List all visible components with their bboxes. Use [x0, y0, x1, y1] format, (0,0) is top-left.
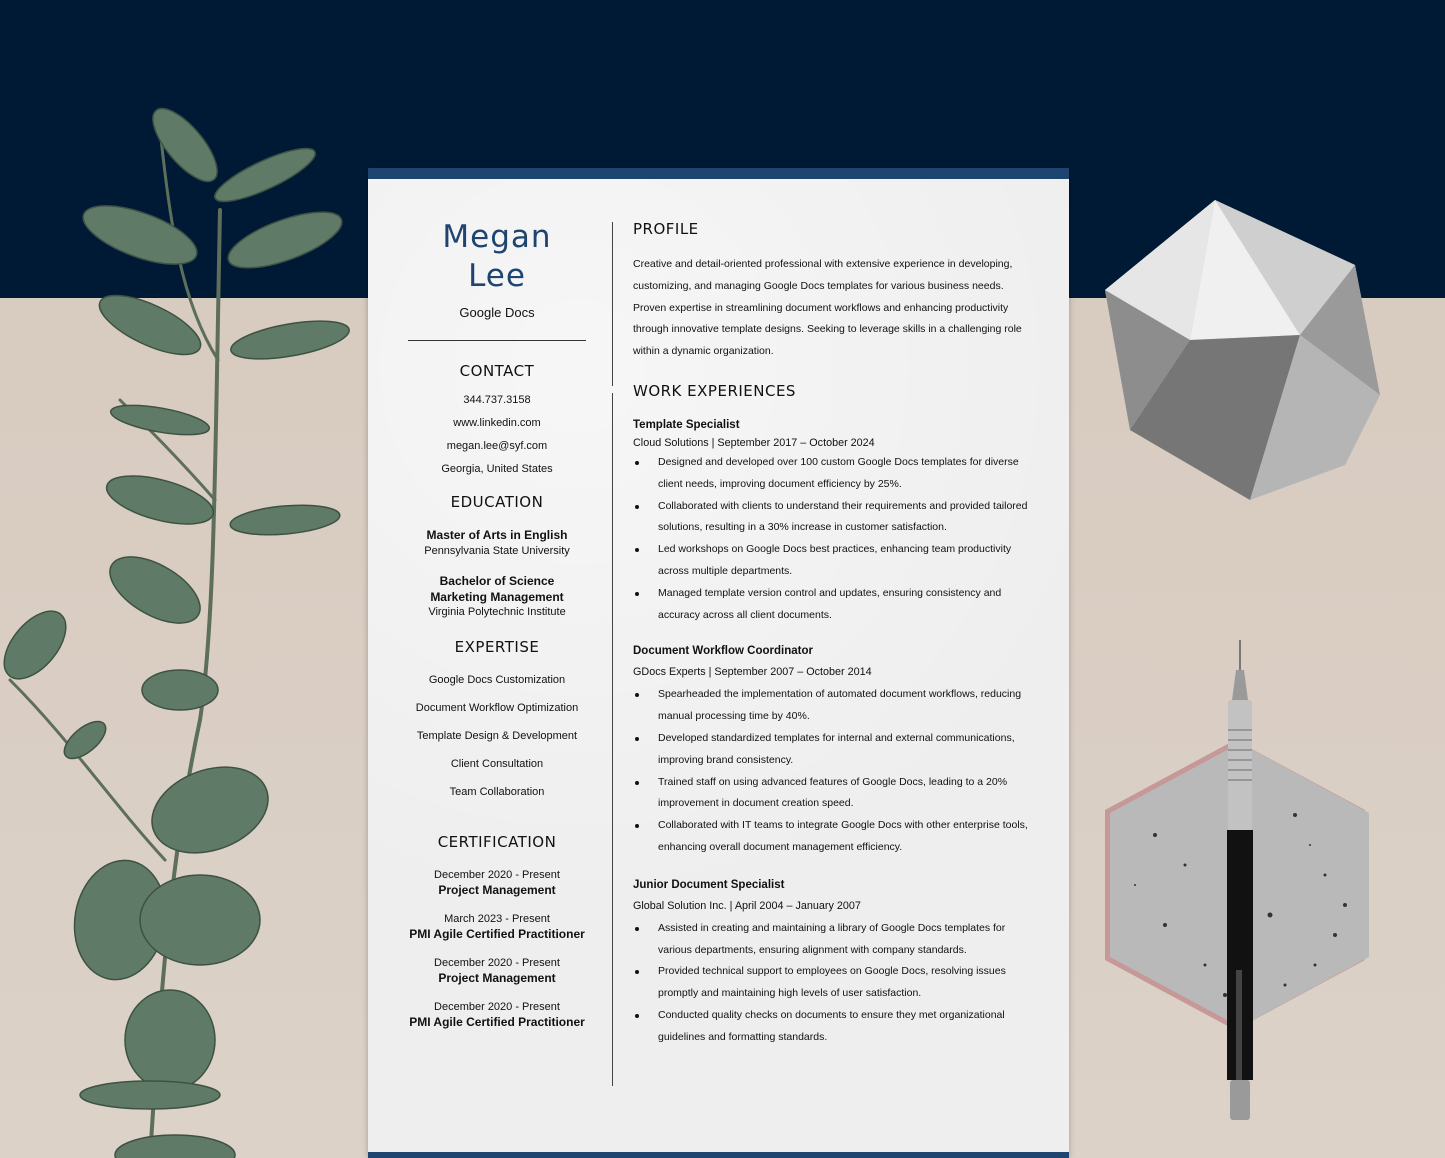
- concrete-gem-decor: [1100, 195, 1390, 505]
- profile-text: Creative and detail-oriented professional with extensive experience in developing, customizing, and managing Google Docs templates for various business needs. Proven expertise in streamlining document workflows and enhancing productivity through innovative template designs. Seeking to leverage skills in a challenging role within a dynamic organization.: [633, 258, 1022, 358]
- job-entry: [633, 419, 1038, 626]
- column-divider-bottom: [612, 393, 613, 1086]
- expertise-item: Client Consultation: [450, 758, 544, 770]
- certification-date: December 2020 - Present: [434, 869, 560, 881]
- certification-date: December 2020 - Present: [434, 1001, 560, 1013]
- certification-title: CERTIFICATION: [437, 833, 557, 851]
- job-bullet: Conducted quality checks on documents to ensure they met organizational guidelines and formatting standards.: [658, 1005, 1038, 1049]
- contact-website: www.linkedin.com: [453, 417, 541, 429]
- profile-title: PROFILE: [633, 220, 699, 238]
- name-divider: [408, 340, 586, 341]
- job-bullet: Collaborated with IT teams to integrate Google Docs with other enterprise tools, enhancing overall document management efficiency.: [658, 815, 1038, 859]
- column-divider-top: [612, 222, 613, 386]
- education-school-1: Pennsylvania State University: [424, 545, 570, 557]
- education-title: EDUCATION: [450, 493, 544, 511]
- job-bullet: Designed and developed over 100 custom Google Docs templates for diverse client needs, improving document efficiency by 25%.: [658, 452, 1038, 496]
- job-title: Document Workflow Coordinator: [633, 645, 813, 658]
- education-degree-2-line-1: Bachelor of Science: [439, 574, 555, 588]
- certification-name: PMI Agile Certified Practitioner: [409, 927, 585, 941]
- certification-name: Project Management: [438, 883, 556, 897]
- contact-title: CONTACT: [459, 362, 535, 380]
- job-bullets: [633, 452, 1038, 626]
- job-bullets: [633, 684, 1038, 858]
- job-meta: Cloud Solutions | September 2017 – October 2024: [633, 436, 875, 449]
- contact-phone: 344.737.3158: [463, 394, 531, 406]
- certification-name: Project Management: [438, 971, 556, 985]
- right-column: [633, 220, 1038, 1049]
- job-bullet: Managed template version control and updates, ensuring consistency and accuracy across all client documents.: [658, 583, 1038, 627]
- work-title: WORK EXPERIENCES: [633, 381, 796, 400]
- name-last: Lee: [468, 258, 526, 294]
- education-school-2: Virginia Polytechnic Institute: [428, 606, 566, 618]
- certification-name: PMI Agile Certified Practitioner: [409, 1015, 585, 1029]
- eucalyptus-plant-image: [0, 100, 370, 1158]
- certification-date: March 2023 - Present: [444, 913, 550, 925]
- job-title: Junior Document Specialist: [633, 878, 785, 891]
- job-bullet: Assisted in creating and maintaining a library of Google Docs templates for various departments, ensuring alignment with company standards.: [658, 918, 1038, 962]
- job-entry: [633, 645, 1038, 858]
- job-bullet: Led workshops on Google Docs best practices, enhancing team productivity across multiple departments.: [658, 539, 1038, 583]
- job-bullet: Collaborated with clients to understand their requirements and provided tailored solutions, resulting in a 30% increase in customer satisfaction.: [658, 496, 1038, 540]
- contact-email: megan.lee@syf.com: [446, 440, 548, 452]
- contact-location: Georgia, United States: [441, 463, 553, 475]
- resume-subtitle: Google Docs: [459, 305, 535, 320]
- expertise-item: Team Collaboration: [449, 786, 545, 798]
- expertise-item: Document Workflow Optimization: [415, 702, 579, 714]
- job-bullet: Spearheaded the implementation of automated document workflows, reducing manual processing time by 40%.: [658, 684, 1038, 728]
- education-degree-2-line-2: Marketing Management: [430, 590, 564, 604]
- job-meta: Global Solution Inc. | April 2004 – January 2007: [633, 899, 861, 912]
- job-title: Template Specialist: [633, 418, 740, 431]
- expertise-item: Google Docs Customization: [428, 674, 566, 686]
- job-bullets: [633, 918, 1038, 1049]
- job-meta: GDocs Experts | September 2007 – October 2014: [633, 666, 872, 679]
- job-bullet: Trained staff on using advanced features of Google Docs, leading to a 20% improvement in document creation speed.: [658, 772, 1038, 816]
- job-entry: [633, 879, 1038, 1049]
- expertise-title: EXPERTISE: [454, 638, 540, 656]
- certification-date: December 2020 - Present: [434, 957, 560, 969]
- expertise-item: Template Design & Development: [416, 730, 578, 742]
- job-bullet: Provided technical support to employees on Google Docs, resolving issues promptly and maintaining high levels of user satisfaction.: [658, 961, 1038, 1005]
- name-first: Megan: [442, 219, 552, 255]
- education-degree-1: Master of Arts in English: [426, 528, 568, 542]
- bottom-accent-bar: [368, 1152, 1069, 1158]
- job-bullet: Developed standardized templates for internal and external communications, improving brand consistency.: [658, 728, 1038, 772]
- left-column: [408, 218, 586, 1029]
- top-accent-bar: [368, 168, 1069, 179]
- resume-page: [368, 168, 1069, 1158]
- mechanical-pen-decor: [1222, 640, 1258, 1125]
